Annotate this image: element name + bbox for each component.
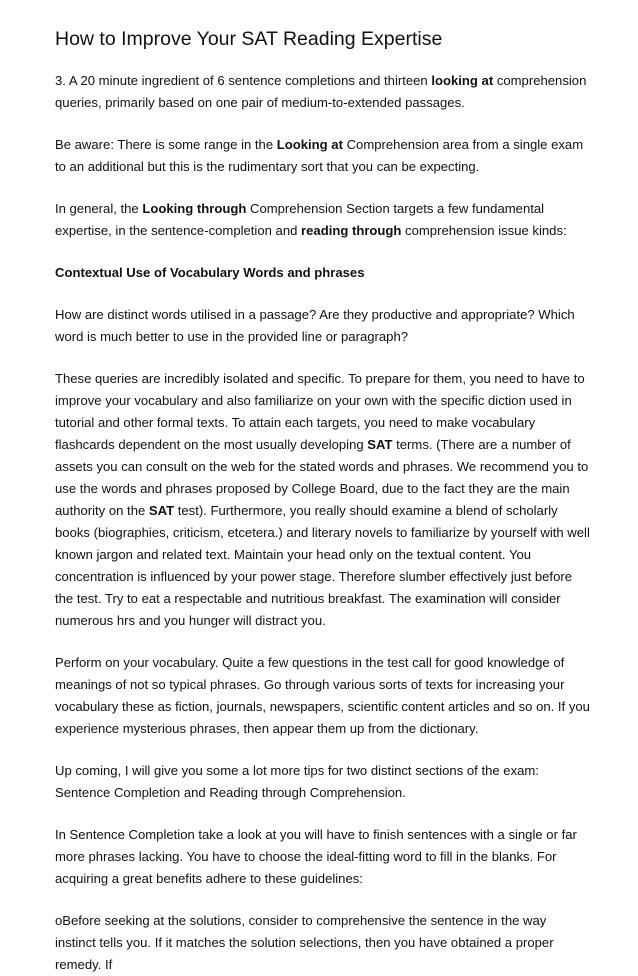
bold-text-run: looking at bbox=[431, 73, 494, 88]
paragraph-be-aware bbox=[55, 134, 590, 178]
paragraph-vocabulary-work bbox=[55, 652, 590, 740]
text-run: Up coming, I will give you some a lot more tips for two distinct sections of the exam: Sentence Completion and Reading through Comprehension. bbox=[55, 763, 539, 800]
document-body bbox=[55, 70, 590, 976]
text-run: comprehension queries, primarily based on one pair of medium-to-extended passages. bbox=[55, 73, 587, 110]
text-run: Be aware: There is some range in the bbox=[55, 137, 277, 152]
bold-text-run: SAT bbox=[148, 503, 175, 518]
paragraph-isolated-queries bbox=[55, 368, 590, 632]
text-run: Perform on your vocabulary. Quite a few questions in the test call for good knowledge of meanings of not so typical phrases. Go through various sorts of texts for increasing your vocabulary these as fiction, journals, newspapers, scientific content articles and so on. If you experience mysterious phrases, then appear them up from the dictionary. bbox=[55, 655, 590, 736]
text-run: comprehension issue kinds: bbox=[401, 223, 567, 238]
document-page bbox=[55, 26, 590, 976]
text-run: 3. A 20 minute ingredient of 6 sentence completions and thirteen bbox=[55, 73, 432, 88]
section-heading-contextual-vocabulary bbox=[55, 262, 590, 284]
text-run: terms. (There are a number of assets you can consult on the web for the stated words and phrases. We recommend you to use the words and phrases proposed by College Board, due to the fact they are the main authority on the bbox=[55, 437, 589, 518]
paragraph-in-general bbox=[55, 198, 590, 242]
bold-text-run: Contextual Use of Vocabulary Words and phrases bbox=[55, 265, 365, 280]
paragraph-sentence-completion bbox=[55, 824, 590, 890]
text-run: Comprehension area from a single exam to an additional but this is the rudimentary sort that you can be expecting. bbox=[55, 137, 584, 174]
page-title: How to Improve Your SAT Reading Expertise bbox=[55, 28, 443, 50]
paragraph-exam-structure bbox=[55, 70, 590, 114]
text-run: Comprehension Section targets a few fundamental expertise, in the sentence-completion and bbox=[55, 201, 545, 238]
text-run: In general, the bbox=[55, 201, 143, 216]
paragraph-up-coming bbox=[55, 760, 590, 804]
text-run: These queries are incredibly isolated and specific. To prepare for them, you need to have to improve your vocabulary and also familiarize on your own with the specific diction used in tutorial and other formal texts. To attain each targets, you need to make vocabulary flashcards dependent on the most usually developing bbox=[55, 371, 585, 452]
text-run: test). Furthermore, you really should examine a blend of scholarly books (biographies, criticism, etcetera.) and literary novels to familiarize by yourself with well known jargon and related text. Maintain your head only on the textual content. You concentration is influenced by your power stage. Therefore slumber effectively just before the test. Try to eat a respectable and nutritious breakfast. The examination will consider numerous hrs and you hunger will distract you. bbox=[55, 503, 590, 628]
bold-text-run: reading through bbox=[301, 223, 402, 238]
bold-text-run: Looking at bbox=[276, 137, 343, 152]
bold-text-run: SAT bbox=[367, 437, 393, 452]
paragraph-distinct-words bbox=[55, 304, 590, 348]
text-run: oBefore seeking at the solutions, consider to comprehensive the sentence in the way instinct tells you. If it matches the solution selections, then you have obtained a proper remedy. If bbox=[55, 913, 554, 972]
paragraph-before-seeking bbox=[55, 910, 590, 976]
text-run: How are distinct words utilised in a passage? Are they productive and appropriate? Which word is much better to use in the provided line or paragraph? bbox=[55, 307, 575, 344]
text-run: In Sentence Completion take a look at you will have to finish sentences with a single or far more phrases lacking. You have to choose the ideal-fitting word to fill in the blanks. For acquiring a great benefits adhere to these guidelines: bbox=[55, 827, 577, 886]
bold-text-run: Looking through bbox=[142, 201, 247, 216]
